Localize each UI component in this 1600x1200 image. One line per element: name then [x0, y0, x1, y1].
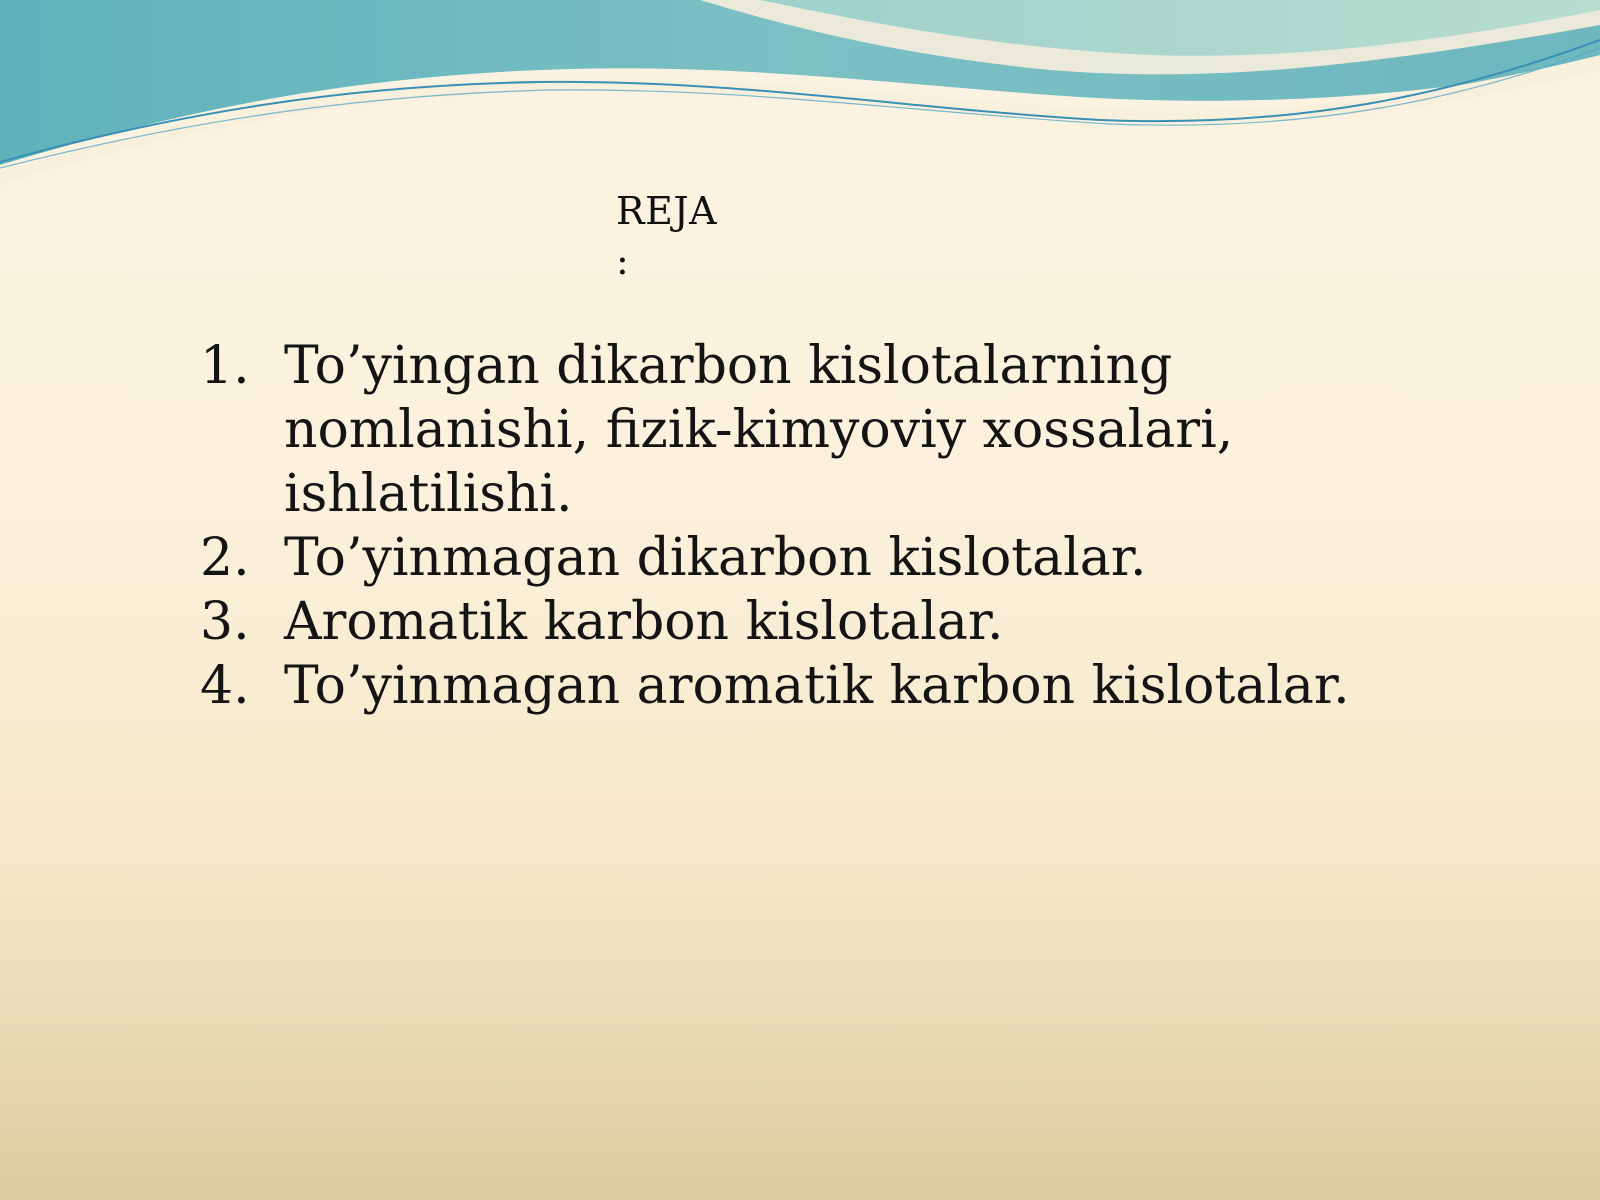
list-item — [200, 590, 1360, 654]
item-number: 2. — [200, 528, 250, 588]
item-text: Aromatik karbon kislotalar. — [284, 592, 1004, 652]
list-item — [200, 334, 1360, 526]
item-number: 1. — [200, 336, 250, 396]
item-text: To’yinmagan dikarbon kislotalar. — [284, 528, 1147, 588]
item-text: To’yinmagan aromatik karbon kislotalar. — [284, 656, 1350, 716]
list-item — [200, 526, 1360, 590]
item-number: 3. — [200, 592, 250, 652]
list-item — [200, 654, 1360, 718]
title-colon: : — [616, 239, 630, 283]
plan-list — [200, 334, 1360, 718]
title-text: REJA — [616, 189, 718, 233]
item-text: To’yingan dikarbon kislotalarning nomlanishi, fizik-kimyoviy xossalari, ishlatilishi. — [284, 336, 1234, 524]
item-number: 4. — [200, 656, 250, 716]
wave-decoration — [0, 0, 1600, 200]
slide-title — [616, 186, 736, 286]
